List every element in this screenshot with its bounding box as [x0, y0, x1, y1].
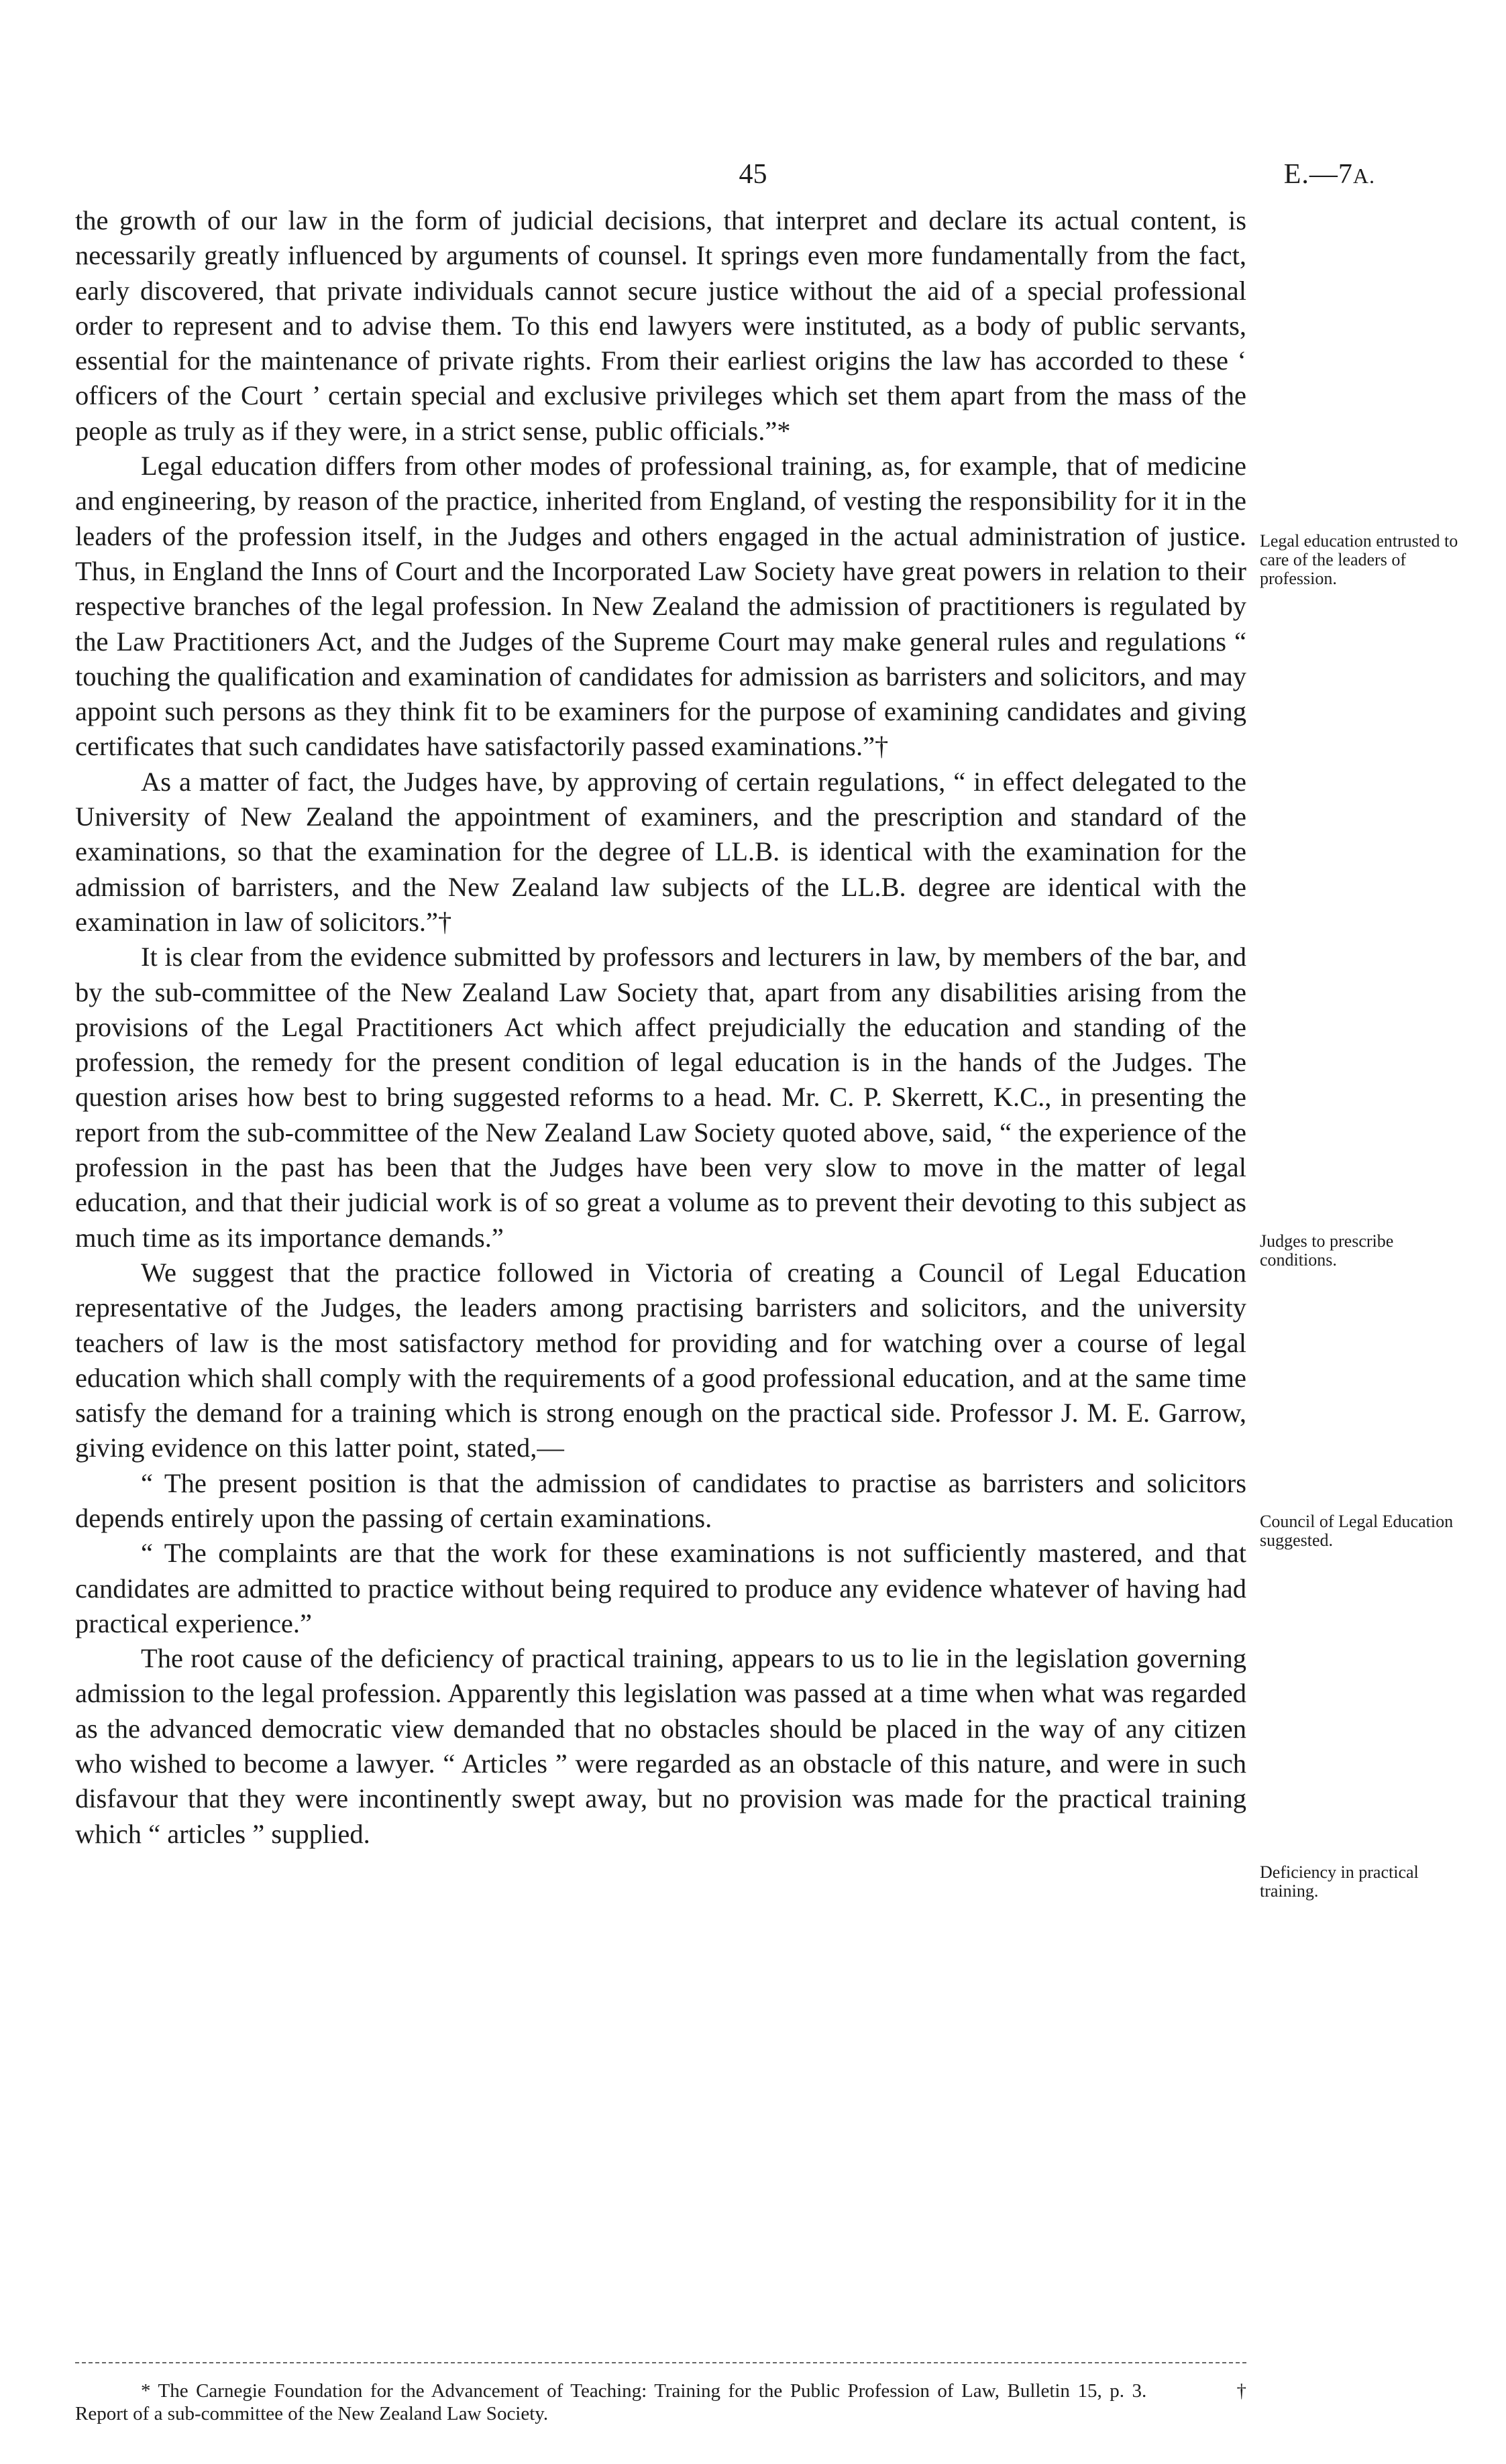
document-reference-main: E.—7 [1283, 159, 1353, 190]
paragraph-legal-education: Legal education differs from other modes of professional training, as, for example, that of medicine and engineering, by reason of the practice, inherited from England, of vesting the responsibility for it in the leaders of the profession itself, in the Judges and others engaged in the actual administration of justice. Thus, in England the Inns of Court and the Incorporated Law Society have great powers in relation to their respective branches of the legal profession. In New Zealand the admission of practitioners is regulated by the Law Practitioners Act, and the Judges of the Supreme Court may make general rules and regulations “ touching the qualification and examination of candidates for admission as barristers and solicitors, and may appoint such persons as they think fit to be examiners for the purpose of examining candidates and giving certificates that such candidates have satisfactorily passed examinations.”† [75, 451, 1246, 762]
body-text [75, 203, 1246, 1852]
paragraph-evidence: It is clear from the evidence submitted by professors and lecturers in law, by members of the bar, and by the sub-committee of the New Zealand Law Society that, apart from any disabilities arising from the provisions of the Legal Practitioners Act which affect prejudicially the education and standing of the profession, the remedy for the present condition of legal education is in the hands of the Judges. The question arises how best to bring suggested reforms to a head. Mr. C. P. Skerrett, K.C., in presenting the report from the sub-committee of the New Zealand Law Society quoted above, said, “ the experience of the profession in the past has been that the Judges have been very slow to move in the matter of legal education, and that their judicial work is of so great a volume as to prevent their devoting to this subject as much time as its importance demands.” [75, 942, 1246, 1253]
margin-note-council: Council of Legal Education suggested. [1260, 1512, 1454, 1550]
footnote-carnegie [75, 2379, 1246, 2425]
margin-note-legal-education: Legal education entrusted to care of the leaders of profession. [1260, 531, 1458, 588]
footnote-divider [75, 2362, 1246, 2363]
page-number: 45 [739, 159, 767, 190]
paragraph-quote-position: “ The present position is that the admission of candidates to practise as barristers and solicitors depends entirely upon the passing of certain examinations. [75, 1467, 1246, 1533]
margin-note-judges-prescribe: Judges to prescribe conditions. [1260, 1231, 1394, 1270]
paragraph-judges-delegated: As a matter of fact, the Judges have, by approving of certain regulations, “ in effect delegated to the University of New Zealand the appointment of examiners, and the prescription and standard of the examinations, so that the examination for the degree of LL.B. is identical with the examination for the admission of barristers, and the New Zealand law subjects of the LL.B. degree are identical with the examination in law of solicitors.”† [75, 766, 1246, 937]
document-reference [1284, 158, 1375, 190]
margin-note-deficiency: Deficiency in practical training. [1260, 1862, 1419, 1901]
paragraph-root-cause: The root cause of the deficiency of practical training, appears to us to lie in the legislation governing admission to the legal profession. Apparently this legislation was passed at a time when what was regarded as the advanced democratic view demanded that no obstacles should be placed in the way of any citizen who wished to become a lawyer. “ Articles ” were regarded as an obstacle of this nature, and were in such disfavour that they were incontinently swept away, but no provision was made for the practical training which “ articles ” supplied. [75, 1643, 1246, 1849]
footnotes [75, 2379, 1246, 2425]
footnote-carnegie-text: * The Carnegie Foundation for the Advancement of Teaching: Training for the Public Profession of Law, Bulletin 15, p. 3. [141, 2380, 1147, 2402]
footnote-report: † Report of a sub-committee of the New Zealand Law Society. [75, 2380, 1246, 2424]
document-reference-suffix: A. [1352, 164, 1375, 188]
paragraph-quote-complaints: “ The complaints are that the work for these examinations is not sufficiently mastered, and that candidates are admitted to practice without being required to produce any evidence whatever of having had practical experience.” [75, 1538, 1246, 1638]
paragraph-continued: the growth of our law in the form of judicial decisions, that interpret and declare its actual content, is necessarily greatly influenced by arguments of counsel. It springs even more fundamentally from the fact, early discovered, that private individuals cannot secure justice without the aid of a special professional order to represent and to advise them. To this end lawyers were instituted, as a body of public servants, essential for the maintenance of private rights. From their earliest origins the law has accorded to these ‘ officers of the Court ’ certain special and exclusive privileges which set them apart from the mass of the people as truly as if they were, in a strict sense, public officials.”* [75, 205, 1246, 446]
paragraph-council-suggestion: We suggest that the practice followed in Victoria of creating a Council of Legal Education representative of the Judges, the leaders among practising barristers and solicitors, and the university teachers of law is the most satisfactory method for providing and for watching over a course of legal education which shall comply with the requirements of a good professional education, and at the same time satisfy the demand for a training which is strong enough on the practical side. Professor J. M. E. Garrow, giving evidence on this latter point, stated,— [75, 1257, 1246, 1463]
